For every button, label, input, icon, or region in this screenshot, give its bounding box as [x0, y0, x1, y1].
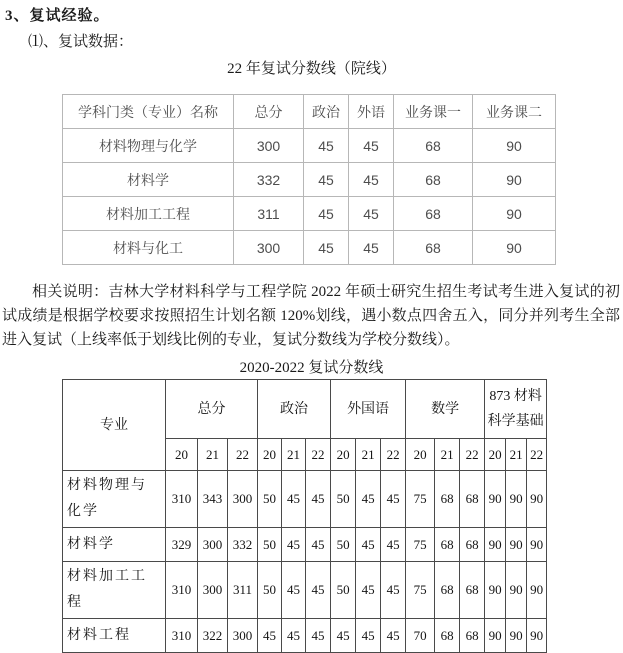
column-header: 总分 [234, 95, 304, 129]
table-cell: 68 [460, 528, 485, 562]
table-cell: 45 [331, 619, 356, 653]
table-cell: 329 [166, 528, 198, 562]
table-cell: 90 [527, 528, 547, 562]
year-header: 20 [331, 439, 356, 471]
table-cell: 310 [166, 562, 198, 619]
table-cell: 311 [228, 562, 258, 619]
table1-title: 22 年复试分数线（院线） [227, 61, 396, 77]
table-cell: 45 [304, 163, 349, 197]
table-cell: 90 [527, 471, 547, 528]
table-cell: 45 [381, 562, 406, 619]
table-cell: 50 [258, 562, 282, 619]
table-cell: 90 [527, 619, 547, 653]
table-row [63, 471, 547, 528]
table-cell: 68 [394, 231, 473, 265]
subsection-heading: ⑴、复试数据： [28, 34, 134, 50]
year-header: 21 [506, 439, 527, 471]
group-header: 总分 [166, 380, 258, 439]
table-row [63, 619, 547, 653]
table-cell: 45 [356, 471, 381, 528]
table-cell: 90 [506, 528, 527, 562]
column-header: 外语 [349, 95, 394, 129]
table-cell: 68 [394, 129, 473, 163]
table-cell: 68 [394, 163, 473, 197]
table-cell: 300 [198, 528, 228, 562]
year-header: 21 [198, 439, 228, 471]
table-cell: 90 [485, 528, 506, 562]
table-cell: 45 [381, 471, 406, 528]
table-cell: 45 [304, 231, 349, 265]
table-cell: 50 [331, 562, 356, 619]
table-cell: 68 [435, 528, 460, 562]
table-cell: 68 [460, 471, 485, 528]
table-cell: 300 [234, 231, 304, 265]
score-table-2020-2022-head [63, 380, 547, 471]
column-header: 业务课二 [473, 95, 556, 129]
table-cell: 45 [356, 562, 381, 619]
table-cell: 50 [331, 528, 356, 562]
table-cell: 300 [234, 129, 304, 163]
group-header: 外国语 [331, 380, 406, 439]
table-cell: 50 [258, 471, 282, 528]
year-header: 21 [282, 439, 306, 471]
table-cell: 45 [282, 528, 306, 562]
score-table-2020-2022-body [63, 471, 547, 653]
table-cell: 332 [234, 163, 304, 197]
year-header: 20 [258, 439, 282, 471]
table-cell: 45 [304, 129, 349, 163]
table-cell: 45 [306, 528, 331, 562]
table-cell: 70 [406, 619, 435, 653]
table-row [63, 129, 556, 163]
table-cell: 300 [228, 619, 258, 653]
table-cell: 90 [506, 619, 527, 653]
year-header: 22 [306, 439, 331, 471]
table-cell: 45 [306, 471, 331, 528]
table-cell: 310 [166, 619, 198, 653]
table-row [63, 197, 556, 231]
table-cell: 90 [485, 471, 506, 528]
table-cell: 300 [198, 562, 228, 619]
table-cell: 45 [306, 562, 331, 619]
table-cell: 332 [228, 528, 258, 562]
row-label: 材料物理与化学 [63, 471, 166, 528]
table-cell: 68 [435, 619, 460, 653]
table-row [63, 562, 547, 619]
year-header: 22 [228, 439, 258, 471]
year-header: 22 [381, 439, 406, 471]
table-cell: 90 [527, 562, 547, 619]
table-cell: 75 [406, 471, 435, 528]
row-label: 材料学 [63, 528, 166, 562]
group-header: 数学 [406, 380, 485, 439]
table-cell: 45 [349, 197, 394, 231]
table-cell: 68 [460, 619, 485, 653]
table-cell: 68 [435, 562, 460, 619]
table-cell: 90 [485, 562, 506, 619]
table-cell: 68 [460, 562, 485, 619]
table-cell: 45 [306, 619, 331, 653]
column-header: 政治 [304, 95, 349, 129]
table-cell: 45 [258, 619, 282, 653]
table-cell: 45 [381, 619, 406, 653]
score-table-22 [62, 94, 556, 265]
table-cell: 45 [349, 163, 394, 197]
table-cell: 75 [406, 562, 435, 619]
row-label: 材料学 [63, 163, 234, 197]
year-header: 21 [356, 439, 381, 471]
section-heading: 3、复试经验。 [5, 8, 110, 24]
table-cell: 45 [349, 231, 394, 265]
year-header: 22 [460, 439, 485, 471]
column-header: 学科门类（专业）名称 [63, 95, 234, 129]
group-header: 政治 [258, 380, 331, 439]
table-row [63, 528, 547, 562]
table-cell: 68 [394, 197, 473, 231]
table-cell: 45 [282, 471, 306, 528]
table-cell: 45 [356, 528, 381, 562]
table-cell: 90 [473, 197, 556, 231]
table-row [63, 231, 556, 265]
year-header: 22 [527, 439, 547, 471]
group-header: 873 材料科学基础 [485, 380, 547, 439]
table-cell: 90 [473, 163, 556, 197]
table-cell: 310 [166, 471, 198, 528]
table-cell: 45 [349, 129, 394, 163]
year-header: 20 [406, 439, 435, 471]
table-cell: 50 [258, 528, 282, 562]
table-header-row [63, 95, 556, 129]
corner-header: 专业 [63, 380, 166, 471]
table-cell: 90 [506, 562, 527, 619]
table-cell: 45 [356, 619, 381, 653]
table-cell: 311 [234, 197, 304, 231]
row-label: 材料与化工 [63, 231, 234, 265]
year-header: 20 [485, 439, 506, 471]
group-header-row [63, 380, 547, 439]
table2-title: 2020-2022 复试分数线 [239, 360, 384, 376]
column-header: 业务课一 [394, 95, 473, 129]
year-header: 21 [435, 439, 460, 471]
table-cell: 90 [473, 231, 556, 265]
table-cell: 322 [198, 619, 228, 653]
table-cell: 45 [282, 619, 306, 653]
table-cell: 45 [381, 528, 406, 562]
score-table-22-head [63, 95, 556, 129]
table-cell: 90 [473, 129, 556, 163]
table-cell: 90 [506, 471, 527, 528]
table-cell: 75 [406, 528, 435, 562]
row-label: 材料物理与化学 [63, 129, 234, 163]
table-cell: 50 [331, 471, 356, 528]
table-row [63, 163, 556, 197]
table-cell: 45 [282, 562, 306, 619]
row-label: 材料加工工程 [63, 562, 166, 619]
table-cell: 300 [228, 471, 258, 528]
row-label: 材料工程 [63, 619, 166, 653]
year-header: 20 [166, 439, 198, 471]
table-cell: 45 [304, 197, 349, 231]
row-label: 材料加工工程 [63, 197, 234, 231]
table-cell: 68 [435, 471, 460, 528]
table-cell: 90 [485, 619, 506, 653]
score-table-2020-2022 [62, 379, 547, 653]
table-cell: 343 [198, 471, 228, 528]
related-note: 相关说明：吉林大学材料科学与工程学院 2022 年硕士研究生招生考试考生进入复试的初试成绩是根据学校要求按照招生计划名额 120%划线，遇小数点四舍五入，同分并列考生全部进入复试（上线率低于划线比例的专业，复试分数线为学校分数线）。 [2, 284, 620, 348]
score-table-22-body [63, 129, 556, 265]
